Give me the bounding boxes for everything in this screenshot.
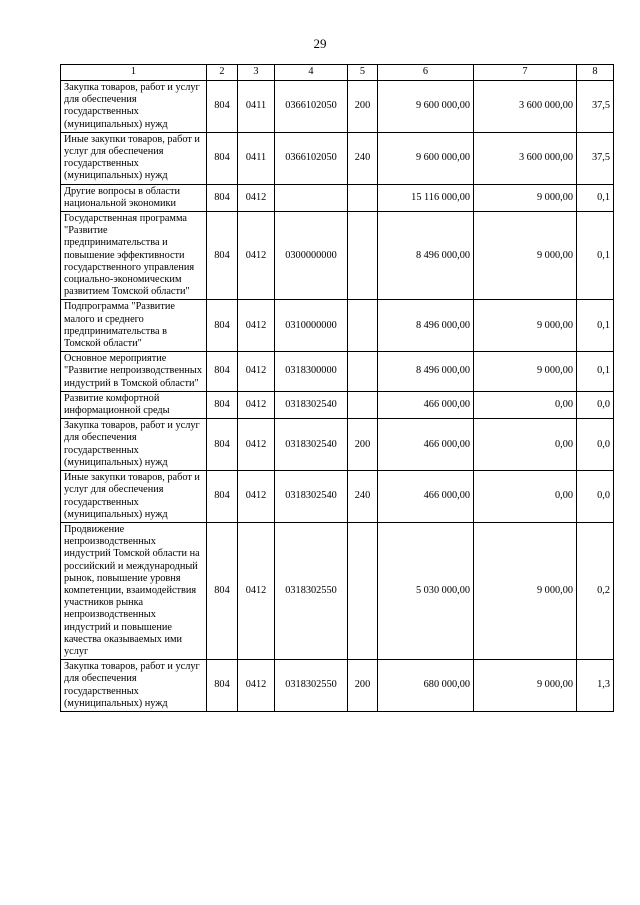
row-section: 0412 xyxy=(238,419,275,471)
row-code: 804 xyxy=(207,81,238,133)
row-actual: 0,00 xyxy=(474,419,577,471)
row-target: 0300000000 xyxy=(275,212,348,300)
header-cell: 7 xyxy=(474,65,577,81)
row-name: Закупка товаров, работ и услуг для обеспечения государственных (муниципальных) нужд xyxy=(61,419,207,471)
row-actual: 9 000,00 xyxy=(474,300,577,352)
row-code: 804 xyxy=(207,471,238,523)
row-type xyxy=(348,522,378,659)
row-percent: 0,2 xyxy=(577,522,614,659)
row-section: 0412 xyxy=(238,471,275,523)
row-actual: 9 000,00 xyxy=(474,522,577,659)
table-row xyxy=(61,471,614,523)
table-row xyxy=(61,391,614,418)
row-target: 0318302540 xyxy=(275,419,348,471)
row-percent: 37,5 xyxy=(577,132,614,184)
row-percent: 37,5 xyxy=(577,81,614,133)
row-code: 804 xyxy=(207,184,238,211)
row-type xyxy=(348,300,378,352)
row-section: 0412 xyxy=(238,184,275,211)
row-section: 0412 xyxy=(238,660,275,712)
row-planned: 9 600 000,00 xyxy=(378,132,474,184)
header-cell: 5 xyxy=(348,65,378,81)
row-code: 804 xyxy=(207,660,238,712)
row-planned: 8 496 000,00 xyxy=(378,212,474,300)
row-percent: 0,1 xyxy=(577,184,614,211)
row-target: 0318302550 xyxy=(275,522,348,659)
row-target: 0318300000 xyxy=(275,352,348,392)
row-section: 0412 xyxy=(238,522,275,659)
header-cell: 3 xyxy=(238,65,275,81)
table-row xyxy=(61,81,614,133)
header-cell: 6 xyxy=(378,65,474,81)
row-name: Государственная программа "Развитие предпринимательства и повышение эффективности государственного управления социально-экономическим развитием Томской области" xyxy=(61,212,207,300)
row-section: 0412 xyxy=(238,212,275,300)
row-target: 0366102050 xyxy=(275,132,348,184)
row-planned: 8 496 000,00 xyxy=(378,300,474,352)
table-row xyxy=(61,212,614,300)
row-planned: 680 000,00 xyxy=(378,660,474,712)
row-type xyxy=(348,184,378,211)
row-planned: 466 000,00 xyxy=(378,391,474,418)
row-name: Подпрограмма "Развитие малого и среднего предпринимательства в Томской области" xyxy=(61,300,207,352)
row-planned: 466 000,00 xyxy=(378,419,474,471)
header-cell: 2 xyxy=(207,65,238,81)
row-percent: 0,0 xyxy=(577,419,614,471)
budget-table xyxy=(60,64,614,712)
row-target: 0366102050 xyxy=(275,81,348,133)
row-actual: 9 000,00 xyxy=(474,352,577,392)
table-row xyxy=(61,522,614,659)
row-planned: 8 496 000,00 xyxy=(378,352,474,392)
row-code: 804 xyxy=(207,522,238,659)
row-actual: 0,00 xyxy=(474,391,577,418)
row-name: Иные закупки товаров, работ и услуг для обеспечения государственных (муниципальных) нужд xyxy=(61,132,207,184)
table-row xyxy=(61,300,614,352)
row-code: 804 xyxy=(207,132,238,184)
header-row xyxy=(61,65,614,81)
row-name: Иные закупки товаров, работ и услуг для обеспечения государственных (муниципальных) нужд xyxy=(61,471,207,523)
row-actual: 3 600 000,00 xyxy=(474,81,577,133)
row-actual: 9 000,00 xyxy=(474,660,577,712)
row-planned: 5 030 000,00 xyxy=(378,522,474,659)
row-name: Закупка товаров, работ и услуг для обеспечения государственных (муниципальных) нужд xyxy=(61,81,207,133)
row-target: 0310000000 xyxy=(275,300,348,352)
row-code: 804 xyxy=(207,352,238,392)
table-row xyxy=(61,352,614,392)
row-percent: 0,1 xyxy=(577,212,614,300)
row-section: 0411 xyxy=(238,132,275,184)
row-type: 240 xyxy=(348,471,378,523)
header-cell: 1 xyxy=(61,65,207,81)
row-code: 804 xyxy=(207,419,238,471)
row-percent: 0,1 xyxy=(577,352,614,392)
row-name: Другие вопросы в области национальной экономики xyxy=(61,184,207,211)
row-target xyxy=(275,184,348,211)
row-name: Основное мероприятие "Развитие непроизводственных индустрий в Томской области" xyxy=(61,352,207,392)
row-planned: 466 000,00 xyxy=(378,471,474,523)
table-row xyxy=(61,132,614,184)
row-type: 240 xyxy=(348,132,378,184)
row-name: Продвижение непроизводственных индустрий Томской области на российский и международный рынок, повышение уровня компетенции, взаимодействия участников рынка непроизводственных индустрий и повышение качества оказываемых ими услуг xyxy=(61,522,207,659)
row-code: 804 xyxy=(207,391,238,418)
row-section: 0412 xyxy=(238,391,275,418)
row-name: Закупка товаров, работ и услуг для обеспечения государственных (муниципальных) нужд xyxy=(61,660,207,712)
table-row xyxy=(61,419,614,471)
row-section: 0412 xyxy=(238,300,275,352)
row-target: 0318302540 xyxy=(275,471,348,523)
row-actual: 9 000,00 xyxy=(474,212,577,300)
row-section: 0412 xyxy=(238,352,275,392)
row-name: Развитие комфортной информационной среды xyxy=(61,391,207,418)
row-actual: 0,00 xyxy=(474,471,577,523)
row-planned: 15 116 000,00 xyxy=(378,184,474,211)
page-number: 29 xyxy=(313,36,327,51)
table-row xyxy=(61,660,614,712)
row-section: 0411 xyxy=(238,81,275,133)
row-type: 200 xyxy=(348,660,378,712)
row-target: 0318302550 xyxy=(275,660,348,712)
row-type: 200 xyxy=(348,419,378,471)
row-type xyxy=(348,212,378,300)
table-row xyxy=(61,184,614,211)
row-code: 804 xyxy=(207,212,238,300)
row-percent: 0,1 xyxy=(577,300,614,352)
header-cell: 4 xyxy=(275,65,348,81)
row-type xyxy=(348,391,378,418)
row-percent: 1,3 xyxy=(577,660,614,712)
row-actual: 9 000,00 xyxy=(474,184,577,211)
row-type: 200 xyxy=(348,81,378,133)
row-type xyxy=(348,352,378,392)
row-percent: 0,0 xyxy=(577,391,614,418)
row-actual: 3 600 000,00 xyxy=(474,132,577,184)
row-code: 804 xyxy=(207,300,238,352)
header-cell: 8 xyxy=(577,65,614,81)
row-percent: 0,0 xyxy=(577,471,614,523)
row-planned: 9 600 000,00 xyxy=(378,81,474,133)
row-target: 0318302540 xyxy=(275,391,348,418)
